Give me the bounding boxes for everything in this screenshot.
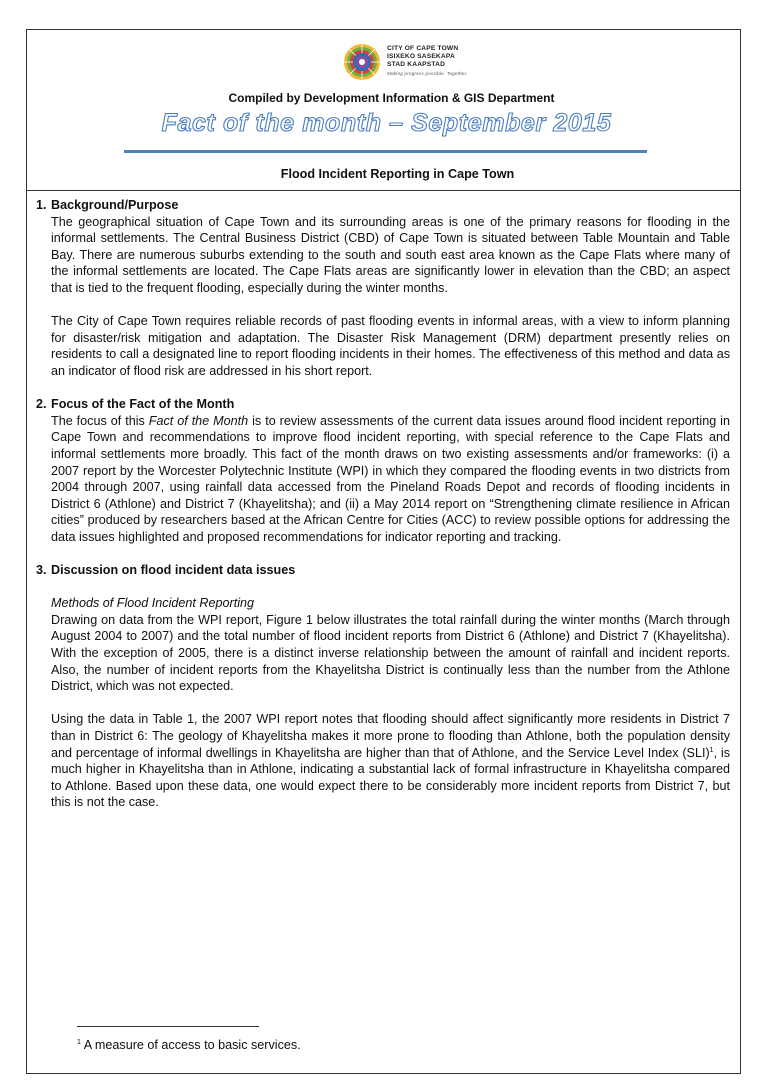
document-page <box>26 29 741 1074</box>
section-title: Discussion on flood incident data issues <box>51 563 296 578</box>
section-heading <box>36 562 730 579</box>
footnote-ref: 1 <box>709 746 714 754</box>
paragraph: Drawing on data from the WPI report, Figure 1 below illustrates the total rainfall during the winter months (March through August 2004 to 2007) and the total number of flood incident reports from District 6 (Athlone) and District 7 (Khayelitsha). With the exception of 2005, there is a distinct inverse relationship between the amount of rainfall and incident reports. Also, the number of incident reports from the Khayelitsha District is continually less than the number from the Athlone District, which was not expected. <box>51 612 730 694</box>
footnote-divider <box>77 1026 259 1027</box>
section-number: 2. <box>36 397 47 412</box>
paragraph: The geographical situation of Cape Town and its surrounding areas is one of the primary reasons for flooding in the informal settlements. The Central Business District (CBD) of Cape Town is situated between Table Mountain and Table Bay. There are numerous suburbs extending to the south and south east area known as the Cape Flats where many of the informal settlements are located. The Cape Flats areas are significantly lower in elevation than the CBD; an aspect that is tied to the frequent flooding, especially during the winter months. <box>51 214 730 295</box>
section-heading <box>36 396 730 413</box>
section-number: 1. <box>36 198 47 212</box>
section-title: Background/Purpose <box>51 198 179 212</box>
city-of-cape-town-logo-icon <box>342 42 382 82</box>
topic-heading: Flood Incident Reporting in Cape Town <box>280 167 515 181</box>
org-name-block <box>387 45 468 78</box>
paragraph: The City of Cape Town requires reliable records of past flooding events in informal areas, with a view to inform planning for disaster/risk mitigation and adaptation. The Disaster Risk Management (DRM) department presently relies on residents to call a designated line to report flooding incidents in their homes. The effectiveness of this method and data as an indicator of flood risk are addressed in his short report. <box>51 314 730 378</box>
org-name-line: ISIXEKO SASEKAPA <box>387 53 455 60</box>
section-body <box>36 579 730 811</box>
compiled-by: Compiled by Development Information & GIS Department <box>228 91 555 105</box>
paragraph: The focus of this Fact of the Month is to review assessments of the current data issues around flood incident reporting in Cape Town and recommendations to improve flood incident reporting, with special reference to the Cape Flats and informal settlements more broadly. This fact of the month draws on two existing assessments and/or frameworks: (i) a 2007 report by the Worcester Polytechnic Institute (WPI) in which they compared the flooding events in two districts from 2004 through 2007, using rainfall data accessed from the Pineland Roads Depot and records of flooding incidents in District 6 (Athlone) and District 7 (Khayelitsha); and (ii) a May 2014 report on “Strengthening climate resilience in African cities” produced by researchers based at the African Centre for Cities (ACC) to review possible options for addressing the data issues highlighted and proposed recommendations for indicator reporting and tracking. <box>51 413 730 544</box>
section-number: 3. <box>36 563 47 578</box>
page-title: Fact of the month – September 2015 <box>161 109 612 137</box>
document-body <box>27 197 741 811</box>
section-heading <box>36 197 730 214</box>
org-name-line: CITY OF CAPE TOWN <box>387 45 459 52</box>
footnote <box>77 1038 301 1052</box>
topic-divider <box>27 190 741 191</box>
org-name-line: STAD KAAPSTAD <box>387 61 446 68</box>
section-title: Focus of the Fact of the Month <box>51 397 235 412</box>
title-divider <box>124 150 647 153</box>
subheading: Methods of Flood Incident Reporting <box>51 596 255 611</box>
italic-term: Fact of the Month <box>148 413 249 428</box>
footnote-marker: 1 <box>77 1038 81 1046</box>
org-tagline: Making progress possible. Together. <box>387 71 468 76</box>
paragraph: Using the data in Table 1, the 2007 WPI report notes that flooding should affect significantly more residents in District 7 than in District 6: The geology of Khayelitsha makes it more prone to flooding than Athlone, both the population density and percentage of informal dwellings in Khayelitsha are higher than that of Athlone, and the Service Level Index (SLI)$^1$, is much higher in Khayelitsha than in Athlone, indicating a substantial lack of formal infrastructure in Khayelitsha compared to Athlone. Based upon these data, one would expect there to be considerably more incident reports from District 7, but this is not the case. <box>51 712 730 810</box>
section-body <box>36 214 730 380</box>
section-body <box>36 413 730 546</box>
footnote-text: A measure of access to basic services. <box>80 1038 301 1052</box>
